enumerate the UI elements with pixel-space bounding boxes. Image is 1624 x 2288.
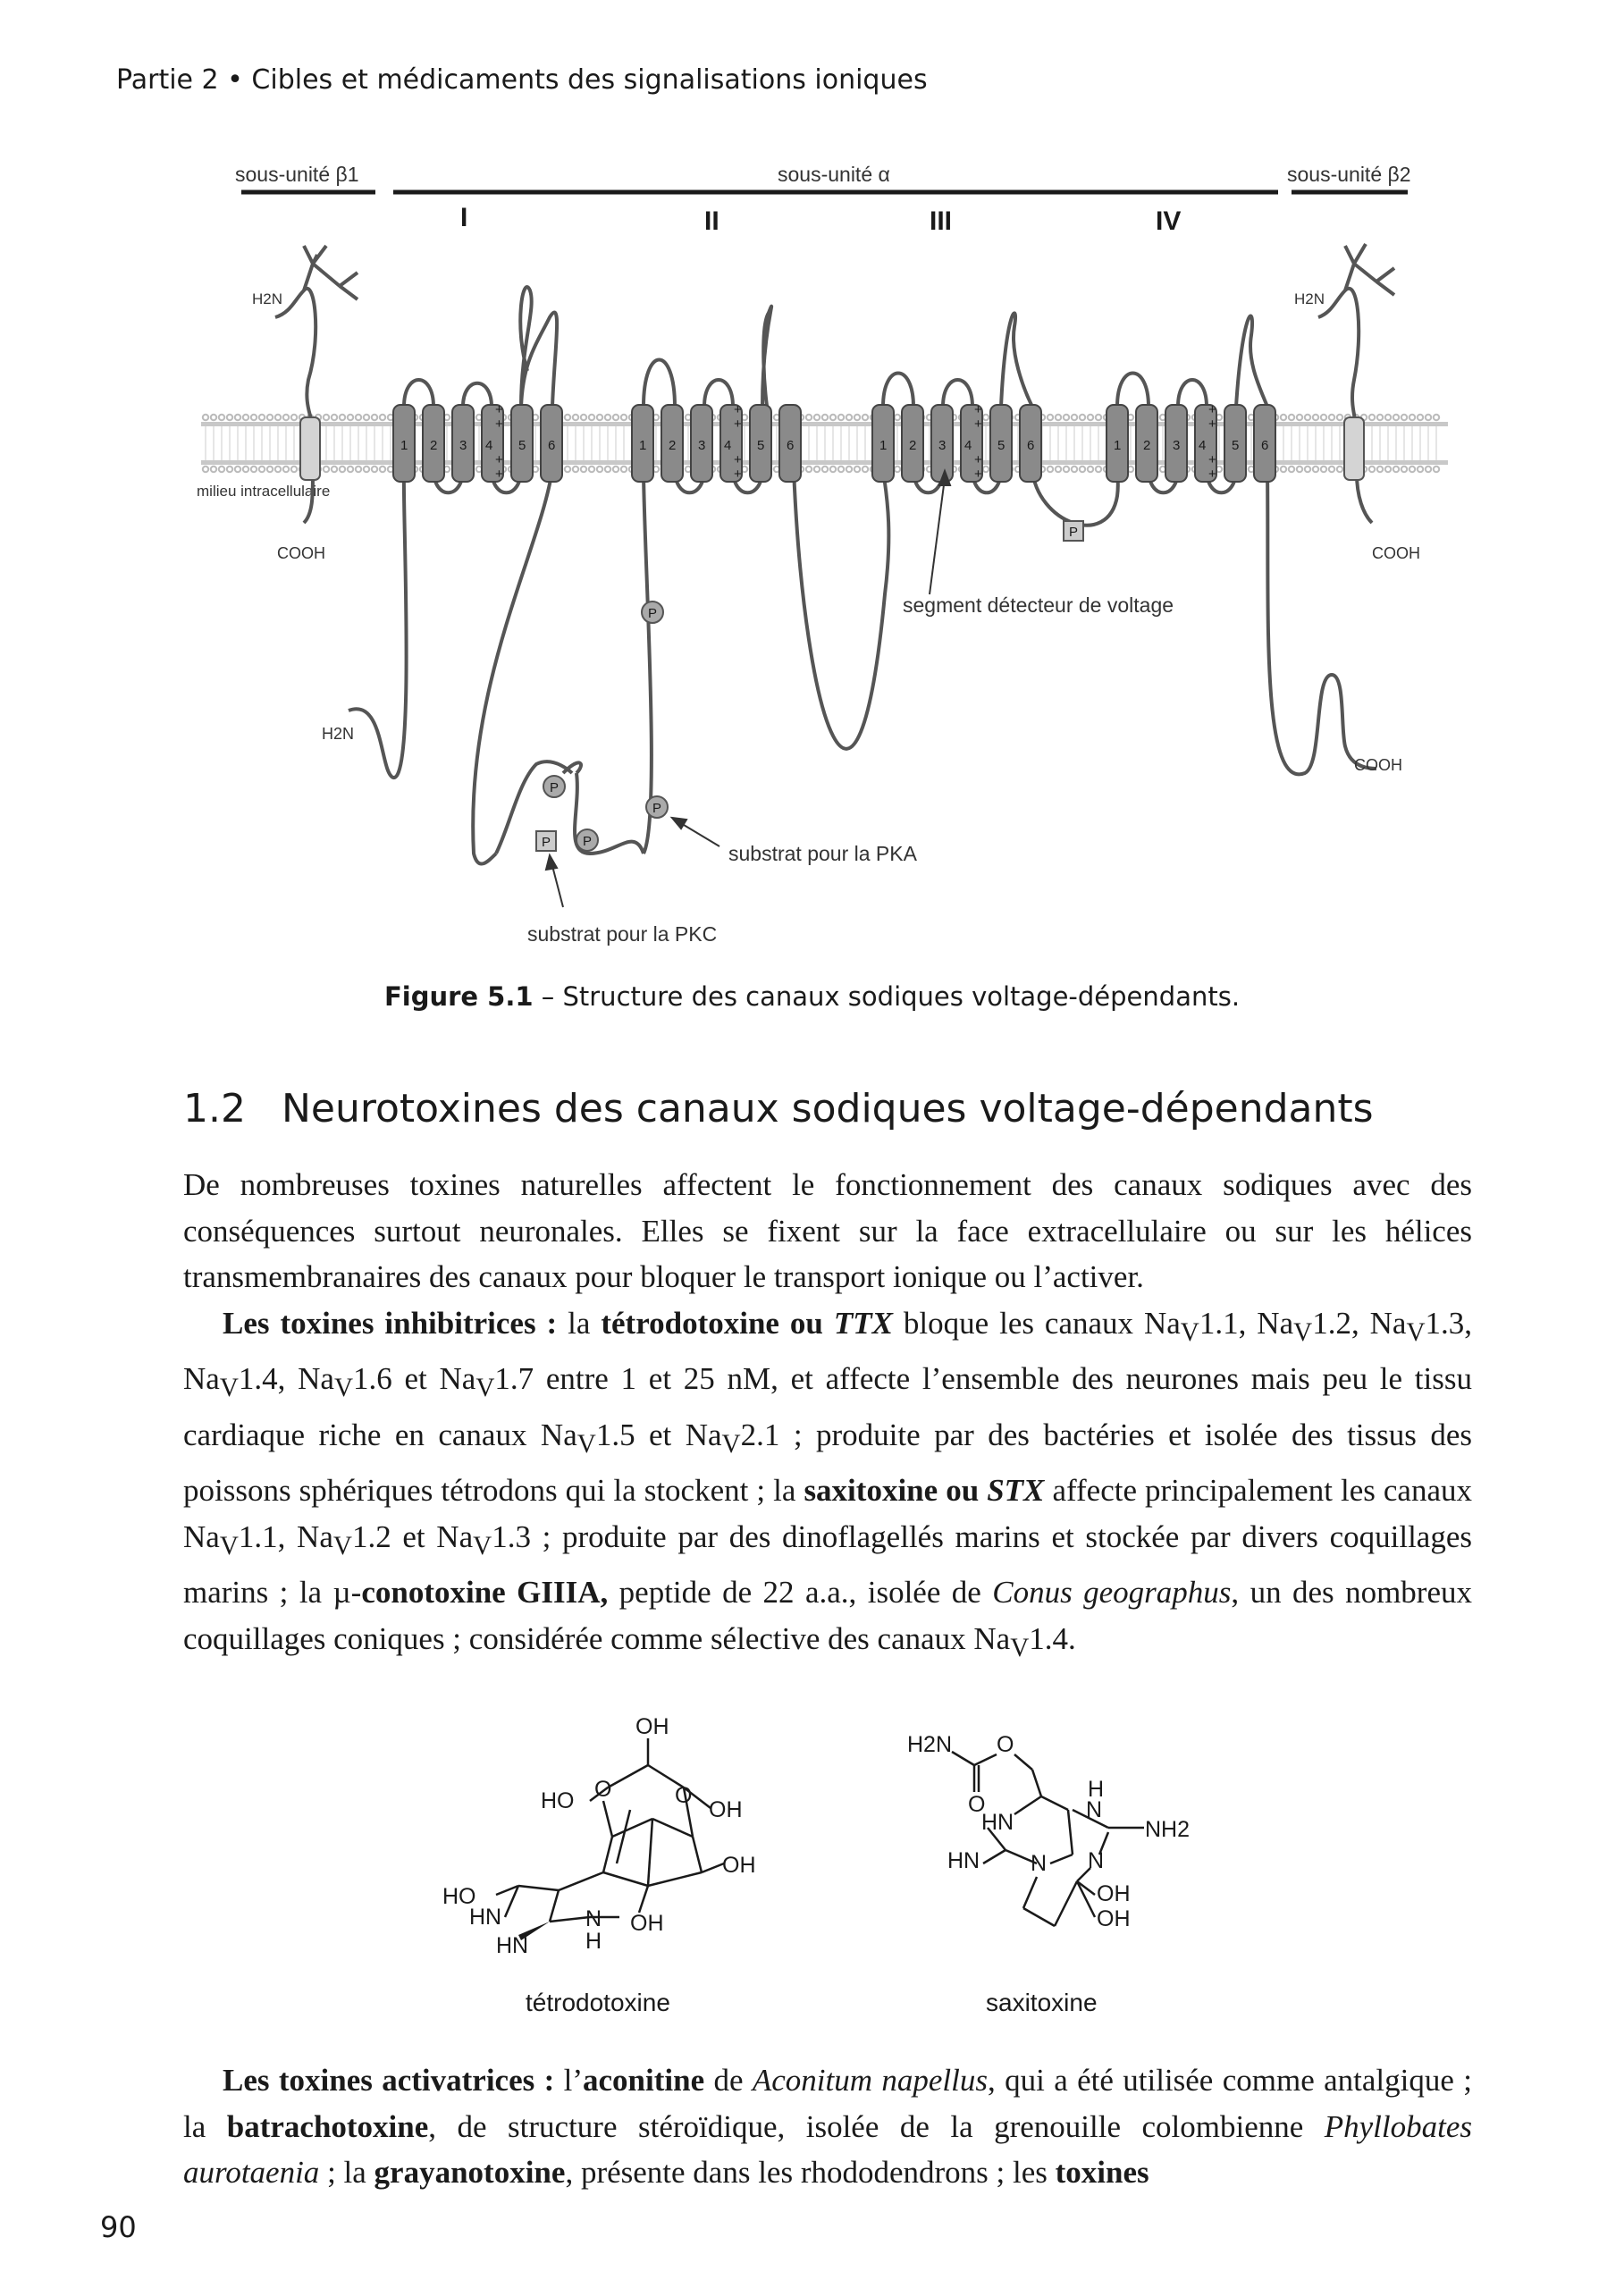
voltage-sensor-charge: +: [495, 416, 503, 432]
beta1-h2n: H2N: [252, 290, 283, 307]
lipid-head-bottom: [364, 467, 369, 472]
lipid-head-bottom: [243, 467, 248, 472]
phospho-label-1: P: [648, 606, 658, 621]
voltage-sensor-charge: +: [1208, 452, 1216, 467]
lipid-head-bottom: [830, 467, 836, 472]
lipid-head-bottom: [380, 467, 385, 472]
lipid-head-top: [1418, 415, 1423, 420]
svg-text:HO: HO: [442, 1884, 476, 1909]
lipid-head-top: [340, 415, 345, 420]
section-heading: [183, 1086, 1374, 1131]
voltage-sensor-charge: +: [734, 467, 742, 482]
beta2-helix: [1344, 417, 1364, 480]
lipid-head-top: [1393, 415, 1399, 420]
body-text-block: [183, 1162, 1472, 1671]
voltage-sensor-charge: +: [495, 452, 503, 467]
pkc-label: substrat pour la PKC: [527, 922, 718, 946]
lipid-head-top: [235, 415, 240, 420]
body-text-block-2: [183, 2057, 1472, 2196]
lipid-head-bottom: [1088, 467, 1093, 472]
lipid-head-top: [613, 415, 618, 420]
beta2-subunit: [1318, 244, 1394, 523]
lipid-head-top: [259, 415, 265, 420]
lipid-head-bottom: [348, 467, 353, 472]
lipid-head-bottom: [1281, 467, 1286, 472]
lipid-head-top: [597, 415, 602, 420]
lipid-head-top: [275, 415, 281, 420]
lipid-head-top: [1080, 415, 1085, 420]
lipid-head-top: [211, 415, 216, 420]
phospho-label-4: P: [583, 834, 593, 849]
lipid-head-bottom: [219, 467, 224, 472]
lipid-head-bottom: [605, 467, 610, 472]
ttx-structure: [425, 1703, 818, 1971]
alpha-h2n: H2N: [322, 725, 355, 743]
section-title: Neurotoxines des canaux sodiques voltage-dépendants: [281, 1086, 1374, 1131]
lipid-head-top: [251, 415, 257, 420]
svg-text:H: H: [1088, 1777, 1105, 1802]
lipid-head-bottom: [1064, 467, 1069, 472]
segment-number: 6: [787, 438, 795, 453]
lipid-head-top: [605, 415, 610, 420]
segment-number: 2: [909, 438, 917, 453]
voltage-sensor-charge: +: [974, 452, 982, 467]
segment-number: 3: [459, 438, 467, 453]
lipid-head-bottom: [1434, 467, 1439, 472]
stx-structure: [898, 1703, 1238, 1971]
lipid-head-top: [854, 415, 860, 420]
voltage-sensor-charge: +: [974, 467, 982, 482]
lipid-head-top: [1297, 415, 1302, 420]
lipid-head-bottom: [1409, 467, 1415, 472]
phospho-label-5: P: [542, 835, 551, 850]
svg-text:O: O: [997, 1732, 1014, 1757]
svg-text:OH: OH: [722, 1853, 756, 1878]
lipid-head-bottom: [235, 467, 240, 472]
beta1-label: sous-unité β1: [235, 163, 359, 186]
domain-III-label: III: [930, 206, 953, 236]
lipid-head-bottom: [838, 467, 844, 472]
lipid-head-bottom: [1048, 467, 1053, 472]
lipid-head-top: [1088, 415, 1093, 420]
lipid-head-top: [1072, 415, 1077, 420]
lipid-head-bottom: [1418, 467, 1423, 472]
phospho-label-3: P: [652, 801, 662, 816]
lipid-head-top: [227, 415, 232, 420]
lipid-head-top: [1289, 415, 1294, 420]
segment-number: 4: [485, 438, 493, 453]
svg-text:N: N: [1086, 1797, 1103, 1822]
lipid-head-bottom: [1096, 467, 1101, 472]
lipid-head-bottom: [862, 467, 868, 472]
lipid-head-top: [1337, 415, 1342, 420]
lipid-head-top: [291, 415, 297, 420]
svg-text:OH: OH: [635, 1714, 669, 1739]
lipid-head-bottom: [211, 467, 216, 472]
lipid-head-bottom: [597, 467, 602, 472]
svg-text:H2N: H2N: [907, 1732, 953, 1757]
svg-text:HN: HN: [981, 1810, 1014, 1835]
lipid-head-top: [895, 415, 900, 420]
svg-text:HN: HN: [496, 1933, 529, 1958]
alpha-backbone: [349, 287, 1376, 863]
lipid-head-top: [806, 415, 812, 420]
lipid-head-bottom: [1305, 467, 1310, 472]
segment-number: 5: [757, 438, 765, 453]
voltage-sensor-charge: +: [1208, 467, 1216, 482]
voltage-sensor-label: segment détecteur de voltage: [903, 593, 1174, 617]
figure-caption-text: – Structure des canaux sodiques voltage-dépendants.: [533, 981, 1241, 1012]
lipid-head-bottom: [1321, 467, 1326, 472]
lipid-head-top: [1401, 415, 1407, 420]
lipid-head-top: [1056, 415, 1061, 420]
lipid-head-bottom: [1289, 467, 1294, 472]
lipid-head-top: [243, 415, 248, 420]
lipid-head-bottom: [1080, 467, 1085, 472]
lipid-head-bottom: [621, 467, 627, 472]
lipid-head-top: [814, 415, 820, 420]
lipid-head-top: [203, 415, 208, 420]
svg-text:OH: OH: [1097, 1906, 1131, 1931]
paragraph-inhibitors: Les toxines inhibitrices : la tétrodotoxine ou TTX bloque les canaux $Na_V1.1$, $Na_V1.2$, $Na_V1.3$, $Na_V1.4$, $Na_V1.6$ et $Na_V1.7$ entre 1 et 25 nM, et affecte l’ensemble des neurones mais peu le tissu cardiaque riche en canaux $Na_V1.5$ et $Na_V2.1$ ; produite par des bactéries et isolée des tissus des poissons sphériques tétrodons qui la stockent ; la saxitoxine ou STX affecte principalement les canaux $Na_V1.1$, $Na_V1.2$ et $Na_V1.3$ ; produite par des dinoflagellés marins et stockée par divers coquillages marins ; la µ-conotoxine GIIIA, peptide de 22 a.a., isolée de Conus geographus, un des nombreux coquillages coniques ; considérée comme sélective des canaux $Na_V1.4$.: [183, 1305, 1473, 1662]
domain-II-label: II: [704, 206, 719, 236]
lipid-head-bottom: [1072, 467, 1077, 472]
lipid-head-top: [356, 415, 361, 420]
beta1-subunit: [275, 246, 358, 523]
lipid-head-top: [983, 415, 989, 420]
beta2-cooh: COOH: [1372, 544, 1420, 562]
lipid-head-top: [1096, 415, 1101, 420]
figure-caption: [0, 981, 1624, 1012]
segment-number: 6: [1027, 438, 1035, 453]
lipid-head-top: [1434, 415, 1439, 420]
lipid-head-bottom: [1297, 467, 1302, 472]
lipid-head-top: [1426, 415, 1431, 420]
svg-text:N: N: [1088, 1848, 1105, 1873]
lipid-head-top: [573, 415, 578, 420]
lipid-head-bottom: [854, 467, 860, 472]
lipid-head-bottom: [565, 467, 570, 472]
beta2-h2n: H2N: [1294, 290, 1325, 307]
lipid-head-bottom: [259, 467, 265, 472]
lipid-head-top: [1409, 415, 1415, 420]
lipid-head-bottom: [340, 467, 345, 472]
lipid-head-bottom: [227, 467, 232, 472]
lipid-head-top: [1369, 415, 1375, 420]
lipid-head-bottom: [332, 467, 337, 472]
svg-text:HN: HN: [469, 1905, 502, 1930]
svg-text:N: N: [585, 1906, 602, 1931]
lipid-head-top: [332, 415, 337, 420]
lipid-head-top: [1321, 415, 1326, 420]
lipid-head-bottom: [372, 467, 377, 472]
svg-text:OH: OH: [630, 1911, 664, 1936]
segment-number: 2: [1143, 438, 1151, 453]
lipid-head-bottom: [1329, 467, 1334, 472]
lipid-head-bottom: [1401, 467, 1407, 472]
lipid-head-top: [830, 415, 836, 420]
segment-number: 5: [997, 438, 1006, 453]
segment-number: 5: [518, 438, 526, 453]
lipid-head-bottom: [1393, 467, 1399, 472]
segment-number: 3: [938, 438, 947, 453]
lipid-head-bottom: [806, 467, 812, 472]
intracellular-label: milieu intracellulaire: [197, 483, 331, 500]
lipid-head-top: [822, 415, 828, 420]
svg-text:O: O: [968, 1792, 986, 1817]
segment-number: 5: [1232, 438, 1240, 453]
lipid-head-bottom: [1377, 467, 1383, 472]
page-number: 90: [100, 2210, 137, 2244]
voltage-sensor-charge: +: [974, 416, 982, 432]
lipid-head-bottom: [573, 467, 578, 472]
voltage-sensor-charge: +: [734, 416, 742, 432]
lipid-head-top: [589, 415, 594, 420]
lipid-head-bottom: [1337, 467, 1342, 472]
lipid-head-bottom: [1056, 467, 1061, 472]
lipid-head-top: [862, 415, 868, 420]
lipid-head-bottom: [822, 467, 828, 472]
lipid-head-bottom: [613, 467, 618, 472]
lipid-head-bottom: [814, 467, 820, 472]
lipid-head-bottom: [324, 467, 329, 472]
lipid-head-top: [1064, 415, 1069, 420]
svg-text:O: O: [594, 1777, 612, 1802]
paragraph-activators: Les toxines activatrices : l’aconitine de Aconitum napellus, qui a été utilisée comme antalgique ; la batrachotoxine, de structure stéroïdique, isolée de la grenouille colombienne Phyllobates aurotaenia ; la grayanotoxine, présente dans les rhododendrons ; les toxines: [183, 2063, 1472, 2190]
segment-number: 1: [639, 438, 647, 453]
running-head: Partie 2 • Cibles et médicaments des signalisations ioniques: [116, 64, 928, 96]
pka-label: substrat pour la PKA: [728, 842, 917, 865]
lipid-head-top: [283, 415, 289, 420]
domain-IV-label: IV: [1156, 206, 1182, 236]
svg-text:H: H: [585, 1929, 602, 1954]
lipid-head-bottom: [283, 467, 289, 472]
lipid-head-bottom: [203, 467, 208, 472]
segment-number: 2: [669, 438, 677, 453]
segment-number: 4: [724, 438, 732, 453]
lipid-head-top: [1281, 415, 1286, 420]
paragraph-intro: De nombreuses toxines naturelles affectent le fonctionnement des canaux sodiques avec des conséquences surtout neuronales. Elles se fixent sur la face extracellulaire ou sur les hélices transmembranaires des canaux pour bloquer le transport ionique ou l’activer.: [183, 1167, 1472, 1294]
svg-text:HO: HO: [541, 1788, 575, 1813]
lipid-head-bottom: [1385, 467, 1391, 472]
stx-label: saxitoxine: [986, 1989, 1098, 2016]
lipid-head-bottom: [251, 467, 257, 472]
segment-number: 6: [548, 438, 556, 453]
phospho-label-2: P: [550, 780, 560, 795]
figure-caption-label: Figure 5.1: [383, 981, 534, 1012]
phospho-sites: [536, 521, 1083, 851]
segment-number: 4: [964, 438, 972, 453]
segment-number: 1: [1114, 438, 1122, 453]
voltage-sensor-charge: +: [1208, 416, 1216, 432]
lipid-head-top: [565, 415, 570, 420]
sodium-channel-figure: [179, 147, 1448, 956]
lipid-head-top: [364, 415, 369, 420]
lipid-head-top: [621, 415, 627, 420]
segment-number: 3: [698, 438, 706, 453]
svg-text:O: O: [675, 1783, 693, 1808]
voltage-sensor-charge: +: [1208, 402, 1216, 417]
lipid-head-bottom: [356, 467, 361, 472]
domain-I-label: I: [460, 203, 468, 232]
lipid-head-top: [324, 415, 329, 420]
lipid-head-top: [581, 415, 586, 420]
alpha-cooh: COOH: [1354, 756, 1402, 774]
ttx-label: tétrodotoxine: [526, 1989, 670, 2016]
channel-diagram: [179, 147, 1448, 956]
voltage-sensor-charge: +: [734, 452, 742, 467]
lipid-head-top: [1385, 415, 1391, 420]
lipid-head-top: [380, 415, 385, 420]
lipid-head-bottom: [846, 467, 852, 472]
lipid-head-top: [838, 415, 844, 420]
segment-number: 2: [430, 438, 438, 453]
voltage-sensor-charge: +: [495, 402, 503, 417]
lipid-head-top: [219, 415, 224, 420]
svg-text:NH2: NH2: [1145, 1817, 1191, 1842]
voltage-sensor-charge: +: [974, 402, 982, 417]
segment-number: 1: [879, 438, 888, 453]
segment-number: 3: [1173, 438, 1181, 453]
beta1-cooh: COOH: [277, 544, 325, 562]
lipid-head-top: [348, 415, 353, 420]
lipid-head-top: [1313, 415, 1318, 420]
svg-text:HN: HN: [947, 1848, 980, 1873]
beta1-helix: [300, 417, 320, 480]
voltage-sensor-charge: +: [734, 402, 742, 417]
lipid-head-bottom: [291, 467, 297, 472]
lipid-head-top: [372, 415, 377, 420]
lipid-head-bottom: [1426, 467, 1431, 472]
lipid-head-bottom: [895, 467, 900, 472]
svg-text:N: N: [1031, 1851, 1048, 1876]
phospho-label-6: P: [1069, 525, 1079, 540]
lipid-head-bottom: [581, 467, 586, 472]
lipid-head-bottom: [275, 467, 281, 472]
svg-text:OH: OH: [709, 1797, 743, 1822]
segment-number: 4: [1199, 438, 1207, 453]
segment-number: 1: [400, 438, 408, 453]
lipid-head-top: [1048, 415, 1053, 420]
alpha-label: sous-unité α: [778, 163, 890, 186]
beta2-label: sous-unité β2: [1287, 163, 1411, 186]
lipid-head-bottom: [589, 467, 594, 472]
lipid-head-bottom: [267, 467, 273, 472]
svg-text:OH: OH: [1097, 1881, 1131, 1906]
lipid-head-top: [846, 415, 852, 420]
lipid-head-bottom: [1313, 467, 1318, 472]
voltage-sensor-charge: +: [495, 467, 503, 482]
lipid-head-top: [1329, 415, 1334, 420]
lipid-head-top: [267, 415, 273, 420]
lipid-head-top: [1377, 415, 1383, 420]
lipid-head-top: [1305, 415, 1310, 420]
lipid-head-bottom: [1369, 467, 1375, 472]
section-number: 1.2: [183, 1086, 246, 1131]
segment-number: 6: [1261, 438, 1269, 453]
lipid-head-bottom: [983, 467, 989, 472]
